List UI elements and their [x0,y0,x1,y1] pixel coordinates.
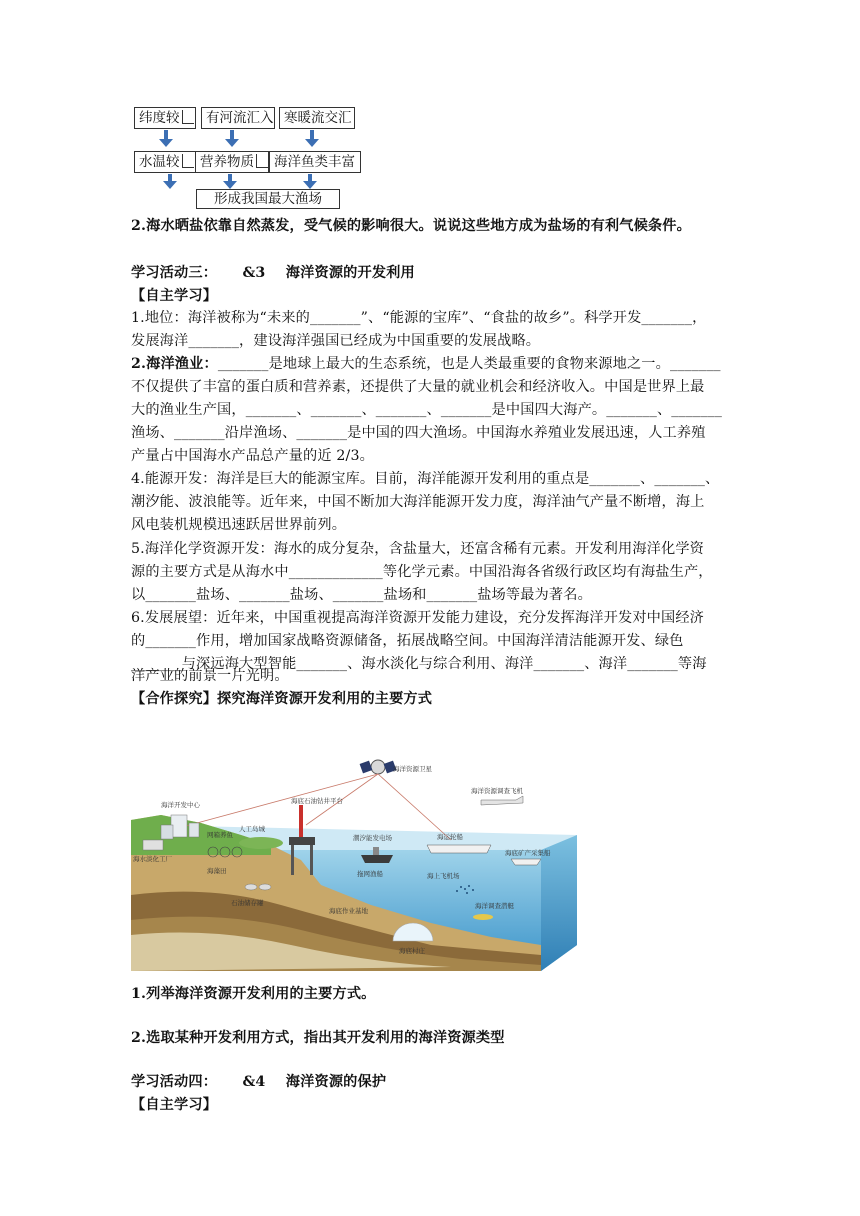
blank-mark [182,110,194,124]
arrow-down-icon [164,130,168,140]
label-city: 海底村庄 [399,947,425,955]
question-pick: 2.选取某种开发利用方式，指出其开发利用的海洋资源类型 [131,1030,505,1046]
factory-icon [143,840,163,850]
text-line: 以_______盐场、_______盐场、_______盐场和_______盐场等最为著名。 [131,587,592,603]
arrow-down-icon [225,139,239,147]
arrow-down-icon [303,181,317,189]
text-line-fishery [131,353,721,376]
flow-box-river [201,107,275,129]
text-line: 6.发展展望：近年来，中国重视提高海洋资源开发能力建设，充分发挥海洋开发对中国经济 [131,610,705,626]
label-center: 海洋开发中心 [161,801,200,809]
flow-box-latitude [134,107,196,129]
text-line: 产量占中国海水产品总产量的近 2/3。 [131,448,375,464]
arrow-down-icon [223,181,237,189]
activity-title-text: 学习活动四： &4 海洋资源的保护 [131,1074,387,1090]
label-desal: 海水淡化工厂 [133,855,172,863]
activity3-title [131,262,415,285]
text-line: 1.地位：海洋被称为“未来的_______”、“能源的宝库”、“食盐的故乡”。科学开发_______， [131,310,707,326]
text-line: 的_______作用，增加国家战略资源储备，拓展战略空间。中国海洋清洁能源开发、绿色 [131,633,684,649]
label-tidal: 潮汐能发电场 [353,834,392,842]
flow-text: 海洋鱼类丰富 [274,154,355,170]
text-line: 发展海洋_______，建设海洋强国已经成为中国重要的发展战略。 [131,333,541,349]
flow-text: 纬度较 [139,110,180,126]
text-line: 4.能源开发：海洋是巨大的能源宝库。目前，海洋能源开发利用的重点是_______、_______、 [131,471,720,487]
arrow-down-icon [163,181,177,189]
label-fishing: 拖网渔船 [357,870,383,878]
text-line: 源的主要方式是从海水中_____________等化学元素。中国沿海各省级行政区均有海盐生产， [131,564,713,580]
flow-box-currents [279,107,355,129]
label-net: 网箱养鱼 [207,831,233,839]
fishery-label: 2.海洋渔业： [131,356,218,372]
arrow-down-icon [310,130,314,140]
ocean-resources-diagram [131,745,577,971]
label-platform: 海底石油钻井平台 [291,797,343,805]
arrow-down-icon [230,130,234,140]
text-line: _______是地球上最大的生态系统，也是人类最重要的食物来源地之一。_______ [217,356,721,372]
mining-ship-icon [511,859,541,865]
ship-icon [427,845,491,853]
self-study-heading: 【自主学习】 [131,288,218,304]
arrow-down-icon [305,139,319,147]
text-line: 不仅提供了丰富的蛋白质和营养素，还提供了大量的就业机会和经济收入。中国是世界上最 [131,379,705,395]
label-plane: 海洋资源调查飞机 [471,787,523,795]
text-line: 洋产业的前景一片光明。 [131,668,289,684]
label-seafarm: 海上飞机场 [427,872,460,880]
island-shape [239,837,283,849]
self-study-heading: 【自主学习】 [131,1097,218,1113]
question-list: 1.列举海洋资源开发利用的主要方式。 [131,986,376,1002]
activity4-title [131,1071,386,1094]
text-line: 5.海洋化学资源开发：海水的成分复杂，含盐量大，还富含稀有元素。开发利用海洋化学资 [131,541,705,557]
flow-arrows [130,128,370,192]
activity-title-text: 学习活动三： &3 海洋资源的开发利用 [131,265,415,281]
text-line: _______与深远海大型智能_______、海水淡化与综合利用、海洋_______、海洋_______等海 [131,656,707,672]
label-tanker: 海运轮船 [437,833,463,841]
flow-text: 营养物质 [200,154,254,170]
satellite-icon [360,760,397,774]
text-line: 潮汐能、波浪能等。近年来，中国不断加大海洋能源开发力度，海洋油气产量不断增，海上 [131,494,705,510]
text-line: 渔场、_______沿岸渔场、_______是中国的四大渔场。中国海水养殖业发展迅速，人工养殖 [131,425,706,441]
flow-text: 水温较 [139,154,180,170]
flow-text: 形成我国最大渔场 [214,191,322,207]
cooperate-heading: 【合作探究】探究海洋资源开发利用的主要方式 [131,691,433,707]
flow-text: 有河流汇入 [206,110,274,126]
label-satellite: 海洋资源卫星 [393,765,432,773]
arrow-down-icon [168,174,172,182]
label-cargo: 海底矿产采集船 [505,849,551,857]
arrow-down-icon [159,139,173,147]
label-seaweed: 海藻田 [207,867,227,875]
flow-text: 寒暖流交汇 [284,110,352,126]
text-line: 风电装机规模迅速跃居世界前列。 [131,517,347,533]
label-oiltank: 石油储存罐 [231,899,264,907]
flow-box-result [196,189,340,209]
text-line: 大的渔业生产国，_______、_______、_______、_______是中国四大海产。_______、_______ [131,402,722,418]
submarine-icon [473,914,493,920]
label-island: 人工岛城 [239,825,265,833]
arrow-down-icon [308,174,312,182]
question-salt: 2.海水晒盐依靠自然蒸发，受气候的影响很大。说说这些地方成为盐场的有利气候条件。 [131,218,691,234]
label-probe: 海洋调查潜艇 [475,902,514,910]
label-base: 海底作业基地 [329,907,368,915]
arrow-down-icon [228,174,232,182]
